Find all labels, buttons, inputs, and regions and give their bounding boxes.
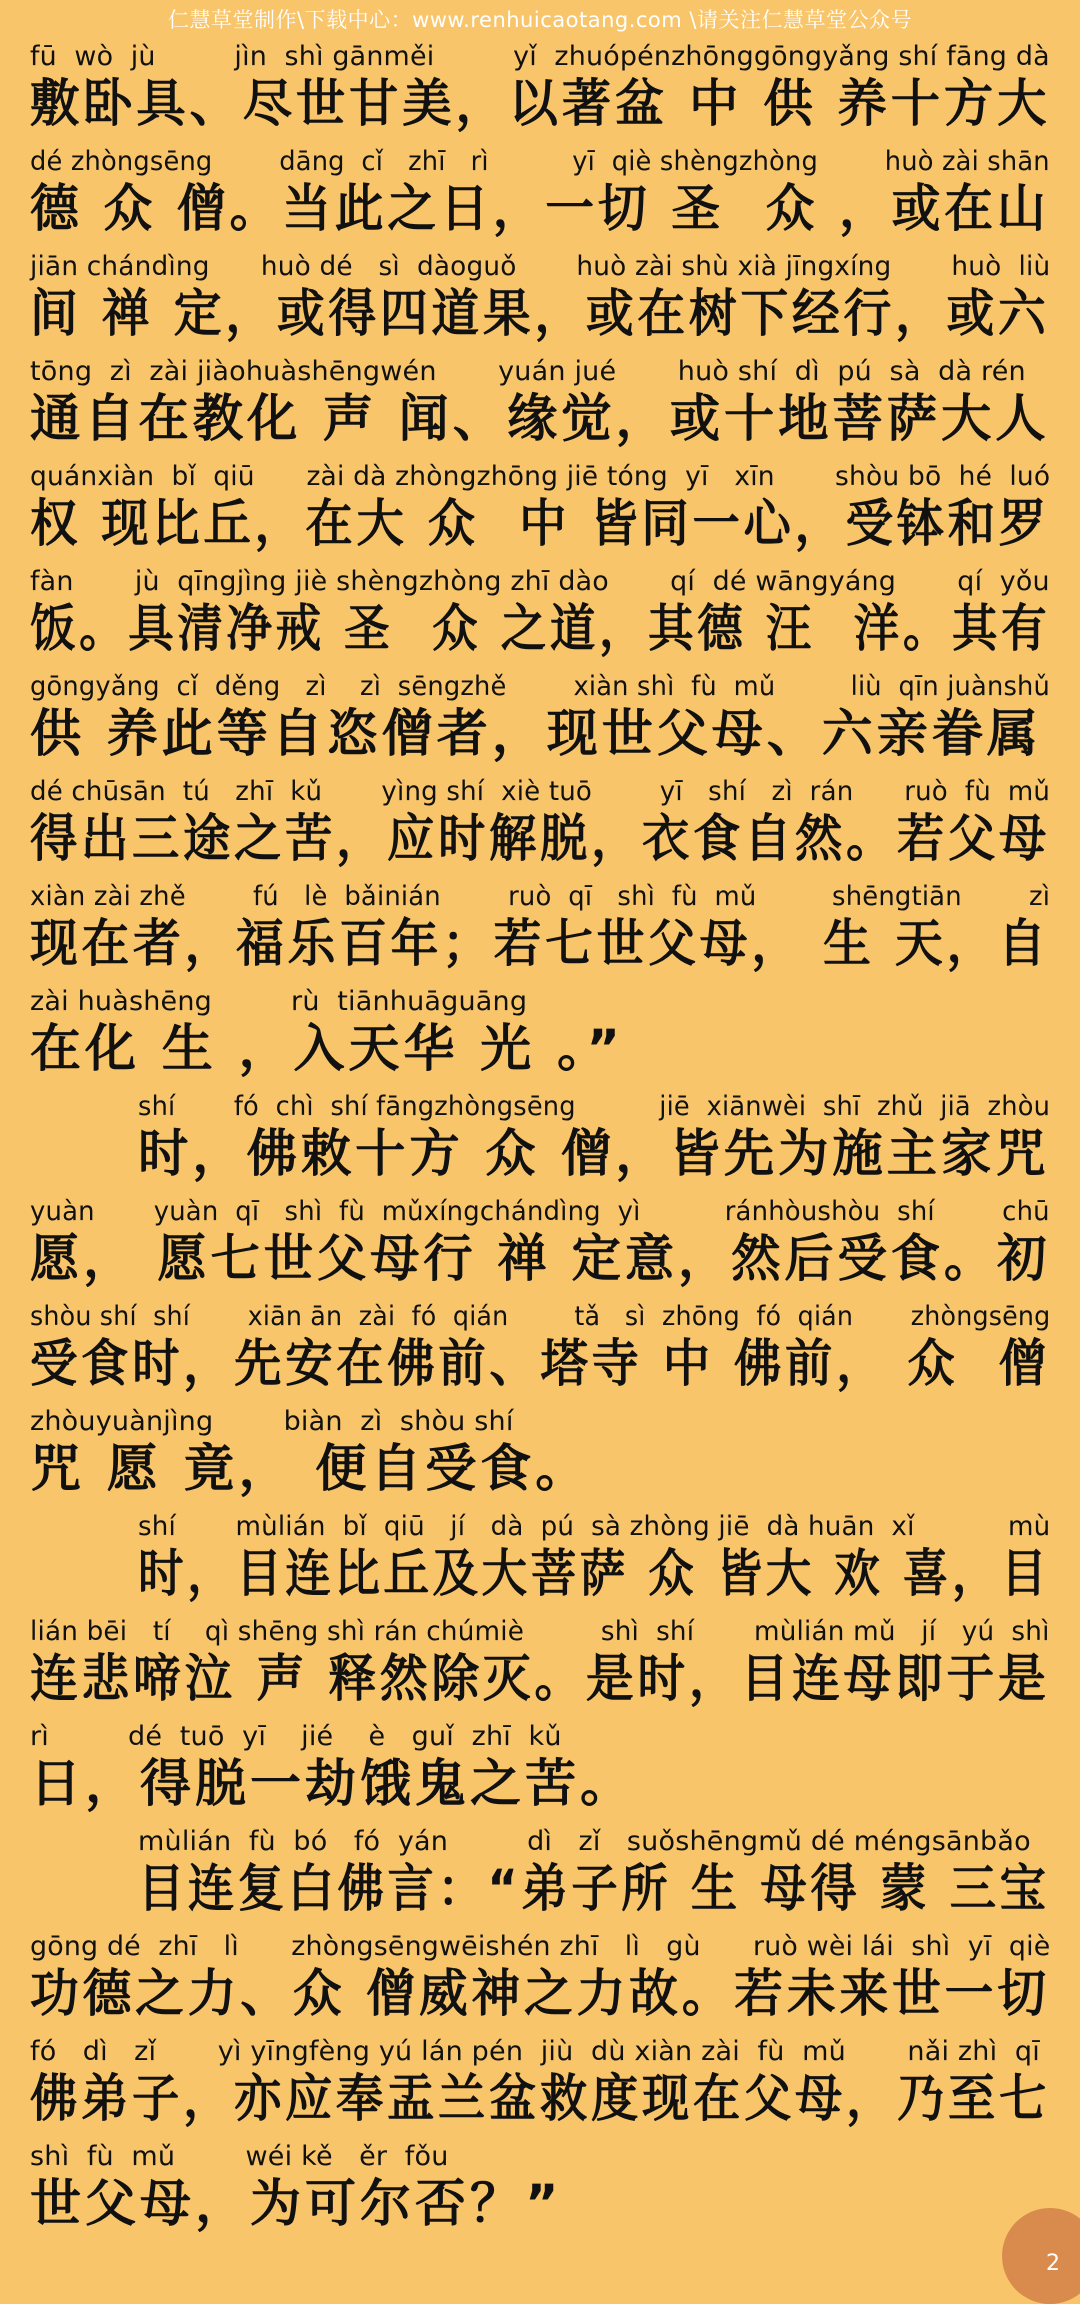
text-line bbox=[30, 985, 1050, 1090]
text-line bbox=[30, 565, 1050, 670]
hanzi-row: 在化 生 ，入天华 光 。” bbox=[30, 1020, 625, 1079]
hanzi-row: 时，目连比丘及大菩萨 众 皆大 欢 喜，目 bbox=[138, 1545, 1051, 1604]
hanzi-row: 得出三途之苦，应时解脱，衣食自然。若父母 bbox=[30, 810, 1051, 869]
pinyin-row: fàn jù qīngjìng jiè shèngzhòng zhī dào qí dé wāngyáng qí yǒu bbox=[30, 566, 1050, 597]
hanzi-row: 现在者，福乐百年；若七世父母， 生 天，自 bbox=[30, 915, 1050, 974]
text-line bbox=[30, 145, 1050, 250]
hanzi-row: 咒 愿 竟， 便自受食。 bbox=[30, 1440, 591, 1499]
hanzi-row: 供 养此等自恣僧者，现世父母、六亲眷属 bbox=[30, 705, 1042, 764]
pinyin-row: shòu shí shí xiān ān zài fó qián tǎ sì zhōng fó qián zhòngsēng bbox=[30, 1301, 1051, 1332]
pinyin-row: rì dé tuō yī jié è guǐ zhī kǔ bbox=[30, 1721, 562, 1752]
pinyin-row: yuàn yuàn qī shì fù mǔxíngchándìng yì ránhòushòu shí chū bbox=[30, 1196, 1050, 1227]
hanzi-row: 时，佛敕十方 众 僧，皆先为施主家咒 bbox=[138, 1125, 1050, 1184]
pinyin-row: shí fó chì shí fāngzhòngsēng jiē xiānwèi shī zhǔ jiā zhòu bbox=[138, 1091, 1051, 1122]
text-line bbox=[30, 880, 1050, 985]
text-line bbox=[30, 1720, 1050, 1825]
pinyin-row: tōng zì zài jiàohuàshēngwén yuán jué huò shí dì pú sà dà rén bbox=[30, 356, 1026, 387]
pinyin-row: zhòuyuànjìng biàn zì shòu shí bbox=[30, 1406, 514, 1437]
hanzi-row: 通自在教化 声 闻、缘觉，或十地菩萨大人 bbox=[30, 390, 1050, 449]
pinyin-row: dé chūsān tú zhī kǔ yìng shí xiè tuō yī shí zì rán ruò fù mǔ bbox=[30, 776, 1051, 807]
header-watermark: 仁慧草堂制作\下载中心：www.renhuicaotang.com \请关注仁慧草堂公众号 bbox=[168, 8, 912, 32]
text-line bbox=[30, 1615, 1050, 1720]
pinyin-row: fū wò jù jìn shì gānměi yǐ zhuópénzhōnggōngyǎng shí fāng dà bbox=[30, 41, 1050, 72]
pinyin-row: xiàn zài zhě fú lè bǎinián ruò qī shì fù mǔ shēngtiān zì bbox=[30, 881, 1051, 912]
text-line bbox=[30, 2035, 1050, 2140]
hanzi-row: 世父母，为可尔否？” bbox=[30, 2175, 563, 2234]
text-line bbox=[30, 250, 1050, 355]
text-line bbox=[30, 1195, 1050, 1300]
pinyin-row: quánxiàn bǐ qiū zài dà zhòngzhōng jiē tóng yī xīn shòu bō hé luó bbox=[30, 461, 1051, 492]
pinyin-row: fó dì zǐ yì yīngfèng yú lán pén jiù dù xiàn zài fù mǔ nǎi zhì qī bbox=[30, 2036, 1040, 2067]
pinyin-row: shí mùlián bǐ qiū jí dà pú sà zhòng jiē dà huān xǐ mù bbox=[138, 1511, 1051, 1542]
text-line bbox=[30, 2140, 1050, 2245]
text-line bbox=[30, 1300, 1050, 1405]
text-line bbox=[30, 1930, 1050, 2035]
pinyin-row: dé zhòngsēng dāng cǐ zhī rì yī qiè shèngzhòng huò zài shān bbox=[30, 146, 1050, 177]
pinyin-row: shì fù mǔ wéi kě ěr fǒu bbox=[30, 2141, 449, 2172]
sutra-text-body bbox=[30, 40, 1050, 2245]
text-line bbox=[30, 40, 1050, 145]
page-number: 2 bbox=[1046, 2251, 1060, 2276]
text-line bbox=[30, 670, 1050, 775]
hanzi-row: 权 现比丘，在大 众 中 皆同一心，受钵和罗 bbox=[30, 495, 1050, 554]
pinyin-row: zài huàshēng rù tiānhuāguāng bbox=[30, 986, 528, 1017]
hanzi-row: 目连复白佛言：“弟子所 生 母得 蒙 三宝 bbox=[138, 1860, 1050, 1919]
pinyin-row: gōng dé zhī lì zhòngsēngwēishén zhī lì gù ruò wèi lái shì yī qiè bbox=[30, 1931, 1051, 1962]
hanzi-row: 愿， 愿七世父母行 禅 定意，然后受食。初 bbox=[30, 1230, 1051, 1289]
text-line bbox=[30, 775, 1050, 880]
hanzi-row: 日，得脱一劫饿鬼之苦。 bbox=[30, 1755, 636, 1814]
hanzi-row: 佛弟子，亦应奉盂兰盆救度现在父母，乃至七 bbox=[30, 2070, 1051, 2129]
pinyin-row: mùlián fù bó fó yán dì zǐ suǒshēngmǔ dé méngsānbǎo bbox=[138, 1826, 1031, 1857]
hanzi-row: 间 禅 定，或得四道果，或在树下经行，或六 bbox=[30, 285, 1050, 344]
hanzi-row: 连悲啼泣 声 释然除灭。是时，目连母即于是 bbox=[30, 1650, 1050, 1709]
text-line bbox=[30, 1405, 1050, 1510]
hanzi-row: 德 众 僧。当此之日，一切 圣 众 ，或在山 bbox=[30, 180, 1050, 239]
pinyin-row: lián bēi tí qì shēng shì rán chúmiè shì shí mùlián mǔ jí yú shì bbox=[30, 1616, 1050, 1647]
hanzi-row: 饭。具清净戒 圣 众 之道，其德 汪 洋。其有 bbox=[30, 600, 1051, 659]
text-line-indented bbox=[30, 1090, 1050, 1195]
hanzi-row: 功德之力、众 僧威神之力故。若未来世一切 bbox=[30, 1965, 1050, 2024]
hanzi-row: 敷卧具、尽世甘美，以著盆 中 供 养十方大 bbox=[30, 75, 1051, 134]
text-line bbox=[30, 355, 1050, 460]
pinyin-row: jiān chándìng huò dé sì dàoguǒ huò zài shù xià jīngxíng huò liù bbox=[30, 251, 1051, 282]
pinyin-row: gōngyǎng cǐ děng zì zì sēngzhě xiàn shì fù mǔ liù qīn juànshǔ bbox=[30, 671, 1051, 702]
text-line-indented bbox=[30, 1825, 1050, 1930]
text-line-indented bbox=[30, 1510, 1050, 1615]
text-line bbox=[30, 460, 1050, 565]
hanzi-row: 受食时，先安在佛前、塔寺 中 佛前， 众 僧 bbox=[30, 1335, 1050, 1394]
